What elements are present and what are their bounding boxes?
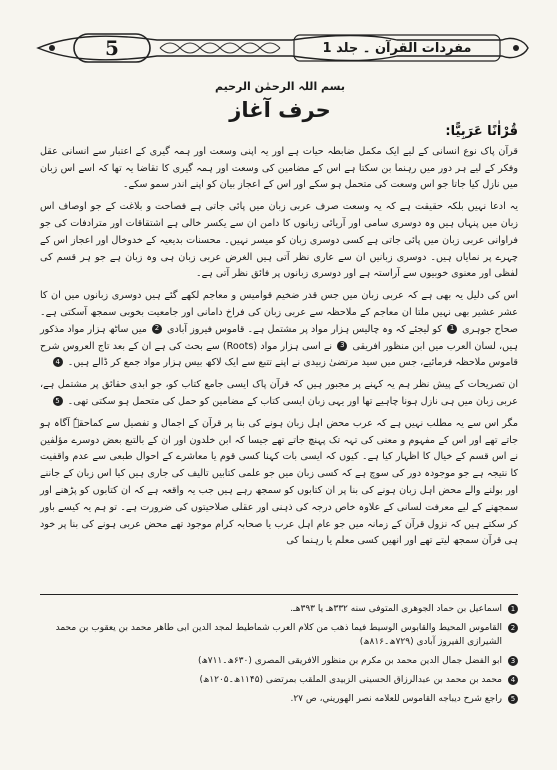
paragraph-2: یہ ادعا نہیں بلکہ حقیقت ہے کہ یہ وسعت صرف عربی زبان میں پائی جاتی ہے فصاحت و بلاغت کے جو اوصاف اس زبان میں پنہاں ہیں وہ دوسری سامی اور آریائی زبانوں کا دامن ان سے یکسر خالی ہے اشتقاقات اور مترادفات کی جو فراوانی عربی زبان میں پائی جاتی ہے کسی دوسری زبان کو میسر نہیں۔ محسنات بدیعیہ کے خدوخال اور اعجاز اس کے چہرے پر نمایاں ہیں۔ دوسری زبانیں ان سے عاری نظر آتی ہیں الغرض عربی زبان ہی وہ زبان ہے جو ہر قسم کی لفظی اور معنوی خوبیوں سے آراستہ ہے اور دوسری زبانوں پر فائق نظر آتی ہے۔: [40, 201, 518, 280]
paragraph-3-part-d: نے اسی ہزار مواد: [260, 340, 333, 352]
footnote-ref-2[interactable]: 2: [152, 324, 162, 334]
paragraph-3: [40, 288, 518, 372]
footnote-ref-3[interactable]: 3: [337, 341, 347, 351]
footnote-number: 3: [508, 656, 518, 666]
footnote-number: 1: [508, 604, 518, 614]
footnote-text: اسماعیل بن حماد الجوهری المتوفی سنه ۳۳۲هـ یا ۳۹۳هـ.: [290, 604, 502, 614]
footnote-text: راجع شرح دیباجه القاموس للعلامه نصر الهوریني، ص ۲۷.: [290, 694, 502, 704]
footnote-1: [40, 602, 518, 616]
paragraph-3-part-a: اس کی دلیل یہ بھی ہے کہ عربی زبان میں جس قدر ضخیم قوامیس و معاجم لکھے گئے ہیں دوسری زبانوں میں ان کا عشر عشیر بھی نہیں ملتا ان معاجم کے ملاحظہ سے عربی زبان کی فراخ دامانی اور جامعیت بخوبی سمجھ آسکتی ہے۔ صحاح جوہری: [40, 290, 518, 335]
page-number: 5: [105, 36, 119, 60]
paragraph-3-part-e: سے بحث کی ہے ان کے بعد تاج العروس شرح قاموس ملاحظہ فرمائیے، جس میں سید مرتضیٰ زبیدی نے اپنے تتبع سے ایک لاکھ بیس ہزار مواد جمع کر ڈالے ہیں۔: [40, 340, 518, 369]
footnote-number: 2: [508, 623, 518, 633]
paragraph-3-part-b: کو لیجئے کہ وہ چالیس ہزار مواد پر مشتمل ہے۔ قاموس فیروز آبادی: [166, 323, 442, 335]
footnote-text: القاموس المحیط والقابوس الوسیط فیما ذهب من كلام العرب شماطیط لمجد الدین ابی طاهر محمد بن یعقوب بن محمد الشیرازی الفیروز آبادی (۷۲۹ھ۔۸۱۶ھ): [55, 623, 502, 647]
footnote-number: 4: [508, 675, 518, 685]
paragraph-4-text: ان تصریحات کے پیش نظر ہم یہ کہنے پر مجبور ہیں کہ قرآن پاک ایسی جامع کتاب کو، جو ابدی حقائق پر مشتمل ہے، عربی زبان میں ہی نازل ہونا چاہیے تھا اور یہی زبان ایسی کتاب کے مضامین کو حمل کی متحمل ہو سکتی تھی۔: [40, 379, 518, 407]
paragraph-3-part-c: میں ساٹھ ہزار مواد مذکور ہیں، لسان العرب میں ابن منظور افریقی: [40, 323, 518, 352]
paragraph-4: [40, 377, 518, 411]
footnote-divider: [40, 594, 518, 595]
main-text: [40, 124, 518, 555]
footnote-5: [40, 692, 518, 706]
footnote-ref-5[interactable]: 5: [53, 396, 63, 406]
footnote-text: ابو الفضل جمال الدین محمد بن مکرم بن منظور الافریقی المصری (۶۳۰ھ۔۷۱۱ھ): [197, 656, 502, 666]
footnote-ref-1[interactable]: 1: [447, 324, 457, 334]
page-header: [32, 30, 532, 66]
footnote-3: [40, 654, 518, 668]
footnote-text: محمد بن محمد بن عبدالرزاق الحسینی الزبیدی الملقب بمرتضی (۱۱۴۵ھ۔۱۲۰۵ھ): [199, 675, 502, 685]
chapter-title: حرف آغاز: [229, 98, 331, 122]
running-title: مفردات القرآن ۔ جلد 1: [322, 40, 472, 56]
paragraph-1: قرآن پاک نوع انسانی کے لیے ایک مکمل ضابطہ حیات ہے اور یہ اپنی وسعت اور ہمہ گیری کے اعتبار سے انسانی عقل وفکر کے لیے ہر دور میں رہنما بن سکتا ہے اس کے مضامین کی وسعت اور ہمہ گیری کا تقاضا یہ تھا کہ اسے اس زبان میں نازل کیا جاتا جو اس وسعت کی متحمل ہو سکے اور اس کے اعجاز بیان کو اپنے اندر سمو سکے۔: [40, 145, 518, 191]
footnote-4: [40, 673, 518, 687]
basmala: بسم اللہ الرحمٰن الرحیم: [214, 80, 345, 93]
section-heading: قُرْاٰنًا عَرَبِيًّا:: [445, 124, 518, 139]
footnote-ref-4[interactable]: 4: [53, 357, 63, 367]
footnotes: [40, 602, 518, 711]
footnote-2: [40, 621, 518, 649]
paragraph-5: مگر اس سے یہ مطلب نہیں ہے کہ عرب محض اہل زبان ہونے کی بنا پر قرآن کے اجمال و تفصیل سے کماحقہٗ آگاہ ہو جاتے تھے اور اس کے مفہوم و معنی کی تہہ تک پہنچ جاتے تھے جیسا کہ ابن خلدون اور ان کے بالتبع بعض دوسرے مؤلفین نے اس قسم کے خیال کا اظہار کیا ہے۔ کیوں کہ ایسی بات کہنا کسی قوم یا معاشرے کے احوال طبعی سے عدم واقفیت کا نتیجہ ہے جو موجودہ دور کی سوچ ہے کہ کسی زبان میں جو علمی کتابیں تالیف کی جاری ہیں کیا اس زبان کے جاننے اور بولنے والے محض اہل زبان ہونے کی بنا پر ان کتابوں کو سمجھ رہے ہیں جب یہ واقعہ ہے کہ ان کتابوں کو پڑھنے اور سمجھنے کے لیے معرفت لسانی کے علاوہ خاص درجہ کی ذہنی اور عقلی صلاحیتوں کی ضرورت ہے۔ تو ہم یہ کیسے باور کر سکتے ہیں کہ نزول قرآن کے زمانہ میں جو عام اہل عرب یا صحابہ کرام موجود تھے محض عربی ہونے کی بنا پر خود ہی قرآن سمجھ لیتے تھے اور انھیں کسی معلم یا رہنما کی: [40, 417, 518, 547]
roots-term: (Roots): [222, 340, 258, 352]
footnote-number: 5: [508, 694, 518, 704]
